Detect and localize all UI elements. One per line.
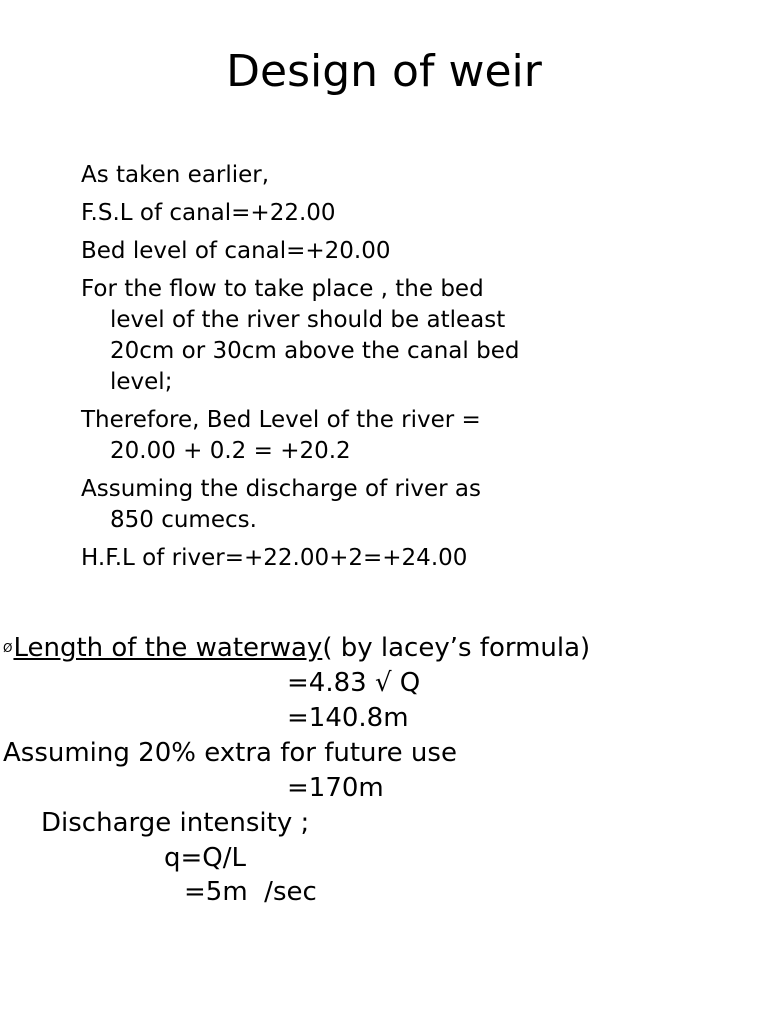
arrow-bullet-icon: Ø	[3, 641, 13, 655]
paragraph-line: 20.00 + 0.2 = +20.2	[110, 438, 351, 464]
bed-level-canal-line: Bed level of canal=+20.00	[81, 238, 391, 264]
intro-line: As taken earlier,	[81, 162, 270, 188]
paragraph-line: 20cm or 30cm above the canal bed	[110, 338, 520, 364]
river-bed-level-paragraph	[81, 405, 641, 467]
waterway-heading: Length of the waterway	[13, 633, 323, 663]
waterway-heading-line	[3, 631, 590, 665]
extra-allowance-note: Assuming 20% extra for future use	[3, 738, 457, 768]
discharge-intensity-label: Discharge intensity ;	[41, 808, 310, 838]
final-waterway-length: =170m	[287, 773, 384, 803]
paragraph-line: Therefore, Bed Level of the river =	[81, 407, 481, 433]
paragraph-line: level;	[110, 369, 173, 395]
hfl-river-line: H.F.L of river=+22.00+2=+24.00	[81, 545, 468, 571]
discharge-intensity-value: =5m /sec	[184, 877, 317, 907]
paragraph-line: Assuming the discharge of river as	[81, 476, 481, 502]
waterway-result: =140.8m	[287, 703, 409, 733]
discharge-assumption-paragraph	[81, 474, 641, 536]
paragraph-line: 850 cumecs.	[110, 507, 257, 533]
flow-condition-paragraph	[81, 274, 641, 398]
slide-title: Design of weir	[226, 46, 542, 97]
discharge-intensity-formula: q=Q/L	[164, 843, 246, 873]
intro-text-block	[81, 160, 641, 581]
waterway-heading-suffix: ( by lacey’s formula)	[322, 633, 591, 663]
lacey-formula: =4.83 √ Q	[287, 668, 421, 698]
paragraph-line: level of the river should be atleast	[110, 307, 506, 333]
fsl-canal-line: F.S.L of canal=+22.00	[81, 200, 336, 226]
paragraph-line: For the flow to take place , the bed	[81, 276, 484, 302]
